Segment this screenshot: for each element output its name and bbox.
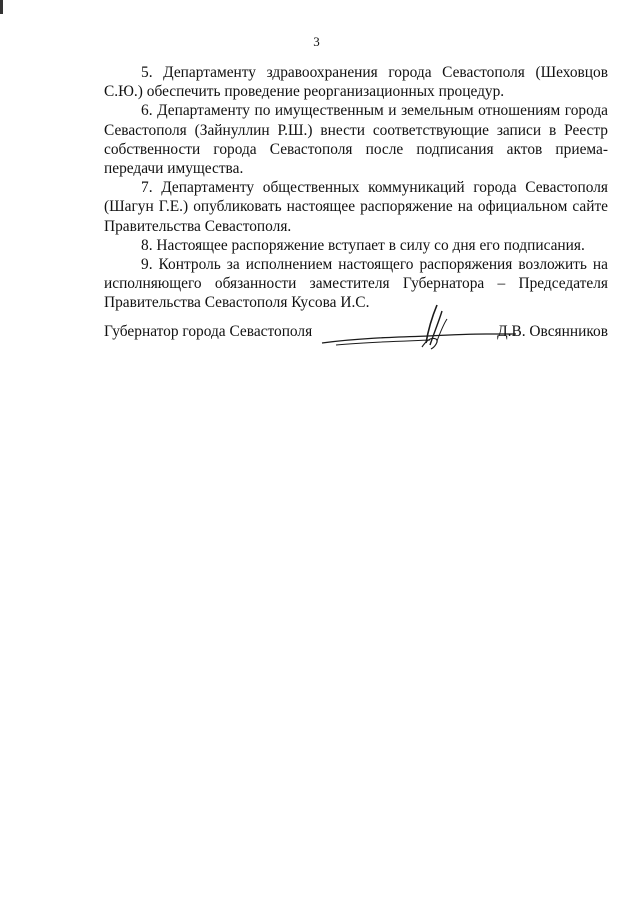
page-number: 3 — [313, 34, 320, 49]
handwritten-signature — [318, 301, 518, 371]
paragraph-9: 9. Контроль за исполнением настоящего распоряжения возложить на исполняющего обязанности заместителя Губернатора – Председателя Правительства Севастополя Кусова И.С. — [104, 256, 608, 312]
signer-title: Губернатор города Севастополя — [104, 323, 313, 340]
document-body — [104, 63, 608, 313]
signer-name: Д.В. Овсянников — [497, 323, 608, 340]
signature-block — [104, 323, 608, 383]
paragraph-7: 7. Департаменту общественных коммуникаций города Севастополя (Шагун Г.Е.) опубликовать настоящее распоряжение на официальном сайте Правительства Севастополя. — [104, 179, 608, 235]
paragraph-8: 8. Настоящее распоряжение вступает в силу со дня его подписания. — [141, 236, 585, 254]
paragraph-5: 5. Департаменту здравоохранения города Севастополя (Шеховцов С.Ю.) обеспечить проведение реорганизационных процедур. — [104, 64, 608, 101]
paragraph-6: 6. Департаменту по имущественным и земельным отношениям города Севастополя (Зайнуллин Р.Ш.) внести соответствующие записи в Реестр собственности города Севастополя после подписания актов приема-передачи имущества. — [104, 102, 608, 178]
scan-edge-mark — [0, 0, 3, 14]
